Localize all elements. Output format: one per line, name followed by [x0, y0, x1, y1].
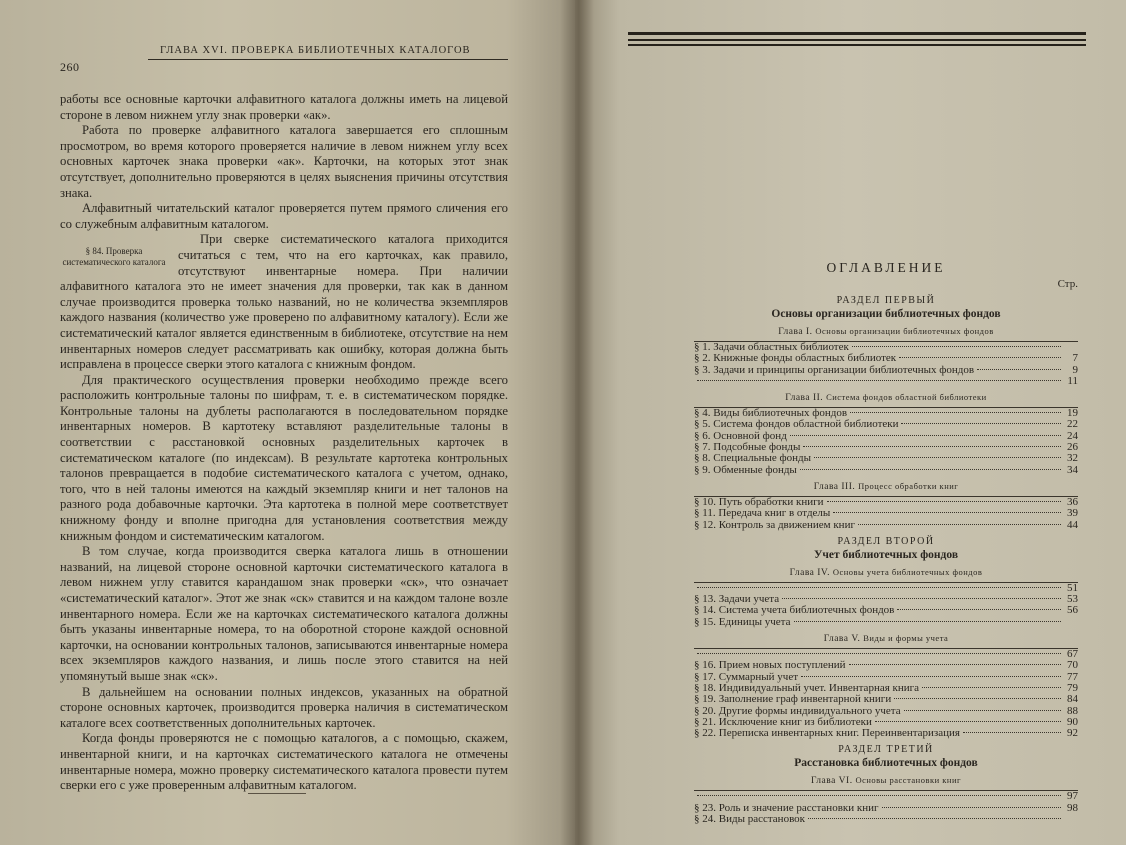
section-label: РАЗДЕЛ ПЕРВЫЙ [836, 295, 936, 306]
toc-leader-dots [850, 412, 1061, 413]
toc-leader-dots [901, 423, 1061, 424]
toc-leader-dots [894, 698, 1061, 699]
toc-entry-page: 36 [1067, 495, 1078, 508]
toc-entry-page: 90 [1067, 715, 1078, 728]
toc-entry-label: § 6. Основной фонд [694, 429, 787, 442]
toc-entry-label: § 9. Обменные фонды [694, 463, 797, 476]
toc-leader-dots [899, 357, 1061, 358]
toc-entry [694, 694, 1078, 705]
toc-entry-page: 88 [1067, 704, 1078, 717]
toc-entry-label: § 18. Индивидуальный учет. Инвентарная книга [694, 681, 920, 694]
toc-leader-dots [833, 512, 1061, 513]
chapter-name: Основы учета библиотечных фондов [832, 566, 983, 577]
chapter-heading [694, 774, 1078, 787]
toc-entry-page: 22 [1067, 418, 1078, 431]
paragraph: Для практического осуществления проверки необходимо прежде всего расположить контрольные талоны по шифрам, т. е. в систематическом порядке. Контрольные талоны на дублеты располагаются в последовательном порядке инвентарных номеров. В картотеку вставляют разделительные талоны в соответствии с расстановкой основных разделительных карточек в систематическом каталоге (по индексам). В результате картотека контрольных талонов превращается в подобие систематического каталога с учетом, однако, того, что в ней талоны имеются на каждый экземпляр книги и нет талонов на разного рода добавочные карточки. Эта картотека в полной мере соответствует книжному фонду и вполне пригодна для установления соответствия между книжным фондом и систематическим каталогом. [60, 372, 508, 543]
toc-entry-label: § 14. Система учета библиотечных фондов [694, 604, 895, 617]
toc-entry-page: 77 [1067, 670, 1078, 683]
left-page-text [60, 92, 508, 794]
toc-entry-page: 79 [1067, 681, 1078, 694]
toc-entry-label: § 15. Единицы учета [694, 615, 791, 628]
chapter-heading [694, 391, 1078, 404]
toc-entry [694, 508, 1078, 519]
paragraph: Когда фонды проверяются не с помощью каталогов, а с помощью, скажем, инвентарной книги, и на карточках систематического каталога не отмечены инвентарные номера, можно проверку систематического каталога провести путем сверки его с уже проверенным алфавитным каталогом. [60, 731, 508, 793]
toc-entry-page: 26 [1067, 441, 1078, 454]
toc-entry-label: § 23. Роль и значение расстановки книг [694, 801, 879, 814]
paragraph: Работа по проверке алфавитного каталога завершается его сплошным просмотром, во время которого проверяется наличие в левом нижнем углу всех основных карточек знака проверки «ак». Карточки, на которых этот знак отсутствует, дополнительно проверяются в целях выяснения причины отсутствия знака. [60, 123, 508, 200]
footer-rule [248, 793, 306, 794]
toc-leader-dots [697, 653, 1061, 654]
chapter-heading [694, 480, 1078, 493]
toc-sections [694, 294, 1078, 825]
toc-leader-dots [963, 732, 1061, 733]
chapter-name: Процесс обработки книг [858, 480, 959, 491]
toc-entry-page: 67 [1067, 648, 1078, 661]
toc-leader-dots [849, 664, 1061, 665]
toc-entry [694, 365, 1078, 376]
chapter-name: Основы организации библиотечных фондов [815, 326, 994, 336]
toc-entry-page: 92 [1067, 727, 1078, 740]
toc-entry-label: § 7. Подсобные фонды [694, 441, 801, 454]
toc-title: ОГЛАВЛЕНИЕ [826, 260, 946, 275]
toc-entry [694, 353, 1078, 364]
toc-entry-label: § 21. Исключение книг из библиотеки [694, 715, 872, 728]
chapter-heading [694, 632, 1078, 645]
toc-leader-dots [904, 710, 1061, 711]
section-label: РАЗДЕЛ ТРЕТИЙ [838, 744, 934, 756]
toc-entry-label: § 12. Контроль за движением книг [694, 518, 855, 531]
toc-leader-dots [794, 621, 1062, 622]
chapter-number: Глава IV. [789, 567, 833, 578]
chapter-heading [694, 325, 1078, 338]
toc-entry-page: 9 [1072, 363, 1078, 376]
toc-leader-dots [697, 587, 1061, 588]
toc-entry [694, 520, 1078, 531]
paragraph: При сверке систематического каталога приходится считаться с тем, что на его карточках, как правило, отсутствуют инвентарные номера. При наличии алфавитного каталога это не имеет значения для проверки, так как в данном случае производится проверка только названий, но не количества экземпляров каждого названия (количество уже проверено по алфавитному каталогу). Если же систематический каталог является единственным в библиотеке, отсутствие на нем инвентарных номеров следует рассматривать как ошибку, которая должна быть исправлена в процессе сверки этого каталога с книжным фондом. [60, 232, 508, 372]
toc-entry-label: § 1. Задачи областных библиотек [694, 341, 849, 353]
toc-leader-dots [922, 687, 1061, 688]
section-title: Учет библиотечных фондов [813, 548, 959, 561]
toc-leader-dots [977, 369, 1061, 370]
paragraph: работы все основные карточки алфавитного каталога должны иметь на лицевой стороне в левом нижнем углу знак проверки «ак». [60, 92, 508, 122]
toc-leader-dots [790, 435, 1061, 436]
toc-leader-dots [801, 676, 1061, 677]
toc-leader-dots [827, 501, 1061, 502]
toc-leader-dots [882, 807, 1062, 808]
paragraph: В том случае, когда производится сверка каталога лишь в отношении названий, на лицевой стороне основной карточки систематического каталога в левом нижнем углу ставится карандашом знак проверки «ск», что означает «систематический каталог». Этот же знак «ск» ставится и на каждом талоне возле инвентарного номера. Если же на карточках систематического каталога должны быть указаны инвентарные номера, то на оборотной стороне каждой основной карточки, на основании контрольных талонов, записываются инвентарные номера всех экземпляров каждого названия, и лишь после этого ставится на ней упомянутый выше знак «ск». [60, 544, 508, 683]
toc-leader-dots [897, 609, 1061, 610]
toc-leader-dots [858, 524, 1061, 525]
toc-entry-page: 24 [1067, 429, 1078, 442]
toc-entry-page: 51 [1067, 581, 1078, 594]
toc-entry-label: § 11. Передача книг в отделы [694, 507, 831, 520]
toc-entry-page: 11 [1067, 374, 1078, 387]
page-number: 260 [60, 60, 80, 74]
toc-entry-label: § 17. Суммарный учет [694, 670, 799, 683]
running-head [60, 44, 510, 74]
chapter-name: Основы расстановки книг [855, 775, 962, 786]
toc-entry-page: 97 [1067, 790, 1078, 803]
chapter-number: Глава I. [778, 327, 816, 337]
toc-entry-page: 84 [1067, 693, 1078, 706]
toc-entry-page: 19 [1067, 407, 1078, 420]
book-gutter [560, 0, 594, 845]
toc-entry-label: § 8. Специальные фонды [694, 452, 812, 465]
toc-leader-dots [697, 380, 1061, 381]
toc-leader-dots [808, 818, 1061, 819]
toc-entry-label: § 4. Виды библиотечных фондов [694, 407, 848, 420]
running-head-title: ГЛАВА XVI. ПРОВЕРКА БИБЛИОТЕЧНЫХ КАТАЛОГОВ [160, 45, 471, 56]
toc-entry [694, 465, 1078, 476]
paragraph: Алфавитный читательский каталог проверяется путем прямого сличения его со служебным алфавитным каталогом. [60, 201, 508, 231]
toc-entry-label: § 13. Задачи учета [694, 593, 780, 606]
chapter-number: Глава II. [785, 393, 827, 404]
toc-entry-label: § 24. Виды расстановок [694, 813, 806, 826]
toc-page-column-label: Стр. [1057, 278, 1078, 290]
section-title: Расстановка библиотечных фондов [794, 757, 978, 770]
header-ornament-rule [628, 32, 1086, 46]
toc-entry-label: § 5. Система фондов областной библиотеки [694, 418, 899, 431]
toc-entry-page: 34 [1067, 463, 1078, 476]
toc-entry [694, 376, 1078, 387]
toc-leader-dots [782, 598, 1061, 599]
toc-entry-label: § 16. Прием новых поступлений [694, 659, 846, 672]
toc-entry [694, 814, 1078, 825]
toc-entry-label: § 10. Путь обработки книги [694, 495, 824, 508]
toc-entry-label: § 3. Задачи и принципы организации библиотечных фондов [694, 363, 975, 376]
toc-entry-page: 32 [1067, 452, 1078, 465]
chapter-number: Глава V. [823, 634, 864, 645]
toc-entry-page: 70 [1067, 659, 1078, 672]
toc-leader-dots [803, 446, 1061, 447]
chapter-number: Глава VI. [810, 776, 856, 787]
toc-entry-label: § 22. Переписка инвентарных книг. Переинвентаризация [694, 727, 960, 740]
chapter-name: Виды и формы учета [863, 633, 949, 644]
toc-leader-dots [800, 469, 1061, 470]
toc-leader-dots [852, 346, 1061, 347]
toc-entry-page: 56 [1067, 604, 1078, 617]
toc-entry [694, 617, 1078, 628]
table-of-contents [694, 258, 1078, 825]
toc-entry [694, 660, 1078, 671]
chapter-number: Глава III. [813, 481, 859, 492]
toc-entry-label: § 2. Книжные фонды областных библиотек [694, 352, 897, 365]
toc-entry-label: § 19. Заполнение граф инвентарной книги [694, 693, 892, 706]
toc-entry [694, 728, 1078, 739]
chapter-name: Система фондов областной библиотеки [826, 392, 987, 403]
toc-entry-label: § 20. Другие формы индивидуального учета [694, 704, 901, 717]
toc-entry-page: 39 [1067, 507, 1078, 520]
section-label: РАЗДЕЛ ВТОРОЙ [837, 535, 935, 547]
chapter-heading [694, 566, 1078, 579]
toc-entry-page: 98 [1067, 801, 1078, 814]
toc-entry-page: 53 [1067, 593, 1078, 606]
toc-entry-page: 7 [1072, 352, 1078, 365]
toc-leader-dots [814, 457, 1061, 458]
side-note-section-84: § 84. Проверка систематического каталога [62, 246, 166, 268]
toc-leader-dots [697, 795, 1061, 796]
section-title: Основы организации библиотечных фондов [771, 308, 1001, 320]
running-head-rule [148, 59, 508, 60]
toc-entry-page: 44 [1067, 518, 1078, 531]
toc-leader-dots [875, 721, 1061, 722]
toc-entry [694, 453, 1078, 464]
paragraph: В дальнейшем на основании полных индексов, указанных на обратной стороне основных карточек, производится проверка наличия в систематическом каталоге всех соответственных дополнительных карточек. [60, 684, 508, 730]
